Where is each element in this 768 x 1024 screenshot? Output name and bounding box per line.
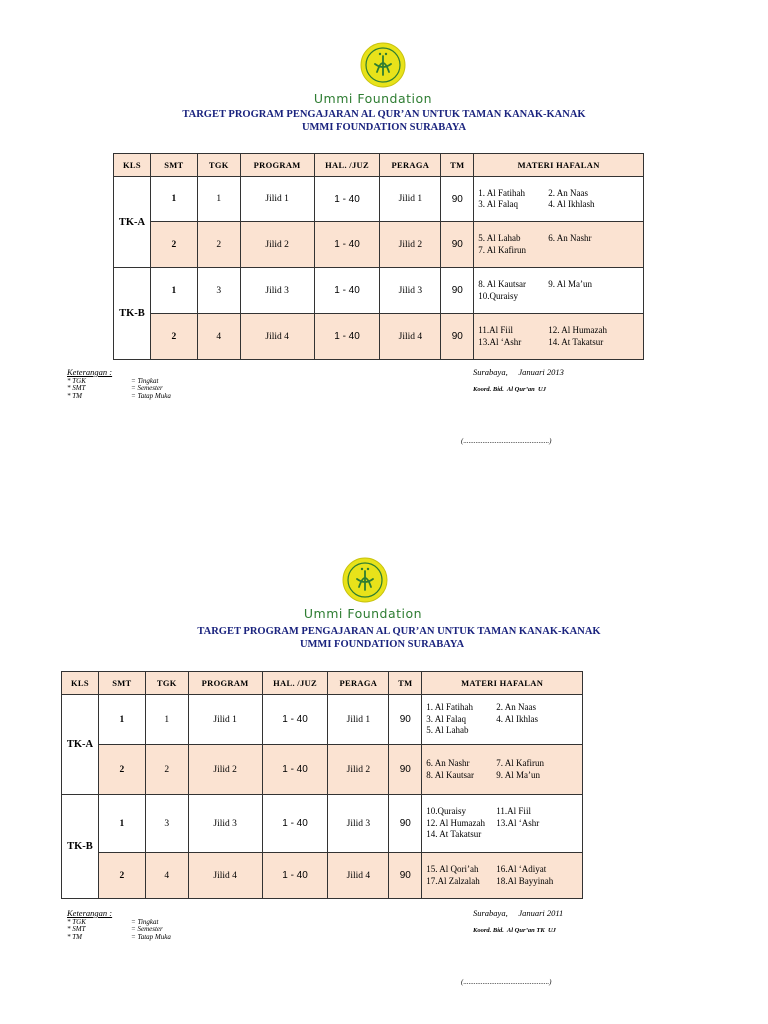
tgk-cell: 3 <box>197 268 240 314</box>
table-row <box>114 222 644 268</box>
surah-item: 6. An Nashr <box>548 233 592 243</box>
tgk-cell: 4 <box>145 853 188 899</box>
materi-line <box>478 279 643 291</box>
materi-hafalan-cell <box>474 268 644 314</box>
table-row <box>114 314 644 360</box>
table-row <box>114 268 644 314</box>
peraga-cell: Jilid 1 <box>380 177 441 222</box>
program-cell: Jilid 1 <box>188 695 262 745</box>
peraga-cell: Jilid 4 <box>380 314 441 360</box>
materi-hafalan-cell <box>422 695 583 745</box>
table-row <box>114 177 644 222</box>
header-smt: SMT <box>150 154 197 177</box>
keterangan <box>67 910 171 941</box>
surah-item: 10.Quraisy <box>426 806 467 817</box>
materi-hafalan-cell <box>422 795 583 853</box>
header-materi-hafalan: MATERI HAFALAN <box>422 672 583 695</box>
tgk-cell: 1 <box>197 177 240 222</box>
tgk-cell: 2 <box>145 745 188 795</box>
header-tgk: TGK <box>197 154 240 177</box>
surah-item: 14. At Takatsur <box>426 829 482 840</box>
smt-cell: 2 <box>150 314 197 360</box>
smt-cell: 2 <box>150 222 197 268</box>
hal-juz-cell: 1 - 40 <box>262 853 328 899</box>
program-cell: Jilid 3 <box>188 795 262 853</box>
target-table <box>61 671 583 899</box>
surah-item: 2. An Naas <box>496 702 537 713</box>
surah-item: 13.Al ‘Ashr <box>478 336 522 347</box>
materi-line <box>426 702 582 714</box>
koordinator-label: Koord. Bid. Al Qur’an UJ <box>473 386 546 393</box>
title-line-2: UMMI FOUNDATION SURABAYA <box>301 122 467 133</box>
surah-item: 10.Quraisy <box>478 290 519 301</box>
header-kls: KLS <box>114 154 151 177</box>
hal-juz-cell: 1 - 40 <box>314 177 380 222</box>
ummi-logo-icon <box>342 557 388 603</box>
surah-item: 6. An Nashr <box>426 758 470 768</box>
surah-item: 8. Al Kautsar <box>478 279 527 289</box>
program-cell: Jilid 1 <box>240 177 314 222</box>
materi-line <box>478 291 643 303</box>
materi-line <box>426 770 582 782</box>
materi-line <box>478 245 643 257</box>
hal-juz-cell: 1 - 40 <box>314 314 380 360</box>
tm-cell: 90 <box>389 795 422 853</box>
program-cell: Jilid 4 <box>240 314 314 360</box>
surah-item: 5. Al Lahab <box>478 233 521 243</box>
peraga-cell: Jilid 4 <box>328 853 389 899</box>
kls-cell: TK-A <box>114 177 151 268</box>
surah-item: 1. Al Fatihah <box>478 187 526 198</box>
materi-line <box>426 829 582 841</box>
table-header-row <box>62 672 583 695</box>
peraga-cell: Jilid 1 <box>328 695 389 745</box>
header-kls: KLS <box>62 672 99 695</box>
place-date: Surabaya, Januari 2011 <box>473 908 564 918</box>
tm-cell: 90 <box>441 222 474 268</box>
keterangan-item: * SMT = Semester <box>67 384 163 392</box>
materi-line <box>426 758 582 770</box>
header-tm: TM <box>389 672 422 695</box>
keterangan-item: * TGK = Tingkat <box>67 376 159 385</box>
target-table <box>113 153 644 360</box>
program-cell: Jilid 4 <box>188 853 262 899</box>
materi-line <box>426 864 582 876</box>
header-smt: SMT <box>98 672 145 695</box>
title-line-2: UMMI FOUNDATION SURABAYA <box>299 639 465 650</box>
materi-line <box>478 325 643 337</box>
surah-item: 2. An Naas <box>548 187 589 198</box>
hal-juz-cell: 1 - 40 <box>262 745 328 795</box>
header-peraga: PERAGA <box>328 672 389 695</box>
peraga-cell: Jilid 2 <box>380 222 441 268</box>
header-hal-juz: HAL. /JUZ <box>314 154 380 177</box>
table-row <box>62 795 583 853</box>
header-materi-hafalan: MATERI HAFALAN <box>474 154 644 177</box>
surah-item: 8. Al Kautsar <box>426 769 475 780</box>
header-tgk: TGK <box>145 672 188 695</box>
hal-juz-cell: 1 - 40 <box>314 222 380 268</box>
smt-cell: 1 <box>98 795 145 853</box>
smt-cell: 2 <box>98 745 145 795</box>
header-tm: TM <box>441 154 474 177</box>
table-row <box>62 853 583 899</box>
surah-item: 17.Al Zalzalah <box>426 875 480 886</box>
foundation-name: Ummi Foundation <box>313 91 433 106</box>
tm-cell: 90 <box>389 853 422 899</box>
surah-item: 3. Al Falaq <box>478 199 519 209</box>
keterangan-item: * TGK = Tingkat <box>67 917 159 926</box>
keterangan <box>67 369 171 400</box>
materi-hafalan-cell <box>474 177 644 222</box>
surah-item: 11.Al Fiil <box>478 325 513 335</box>
surah-item: 18.Al Bayyinah <box>496 875 554 886</box>
peraga-cell: Jilid 3 <box>328 795 389 853</box>
materi-hafalan-cell <box>474 222 644 268</box>
surah-item: 9. Al Ma’un <box>496 769 541 780</box>
table-row <box>62 695 583 745</box>
kls-cell: TK-B <box>62 795 99 899</box>
keterangan-item: * SMT = Semester <box>67 925 163 933</box>
surah-item: 13.Al ‘Ashr <box>496 817 540 828</box>
surah-item: 5. Al Lahab <box>426 725 469 736</box>
materi-line <box>478 233 643 245</box>
tm-cell: 90 <box>441 268 474 314</box>
hal-juz-cell: 1 - 40 <box>262 695 328 745</box>
program-cell: Jilid 3 <box>240 268 314 314</box>
title-line-1: TARGET PROGRAM PENGAJARAN AL QUR’AN UNTUK TAMAN KANAK-KANAK <box>182 109 586 120</box>
surah-item: 3. Al Falaq <box>426 713 467 724</box>
keterangan-heading: Keterangan : <box>67 367 113 377</box>
smt-cell: 1 <box>150 177 197 222</box>
table-row <box>62 745 583 795</box>
signature-line: (.................................................) <box>461 978 552 986</box>
materi-line <box>426 806 582 818</box>
peraga-cell: Jilid 3 <box>380 268 441 314</box>
tm-cell: 90 <box>389 695 422 745</box>
header-peraga: PERAGA <box>380 154 441 177</box>
program-cell: Jilid 2 <box>240 222 314 268</box>
tgk-cell: 2 <box>197 222 240 268</box>
materi-hafalan-cell <box>474 314 644 360</box>
header-program: PROGRAM <box>188 672 262 695</box>
materi-line <box>478 188 643 200</box>
kls-cell: TK-A <box>62 695 99 795</box>
smt-cell: 1 <box>98 695 145 745</box>
title-line-1: TARGET PROGRAM PENGAJARAN AL QUR’AN UNTUK TAMAN KANAK-KANAK <box>197 626 601 637</box>
table-header-row <box>114 154 644 177</box>
hal-juz-cell: 1 - 40 <box>262 795 328 853</box>
surah-item: 9. Al Ma’un <box>548 279 593 289</box>
materi-line <box>426 818 582 830</box>
peraga-cell: Jilid 2 <box>328 745 389 795</box>
tgk-cell: 4 <box>197 314 240 360</box>
signature-line: (.................................................) <box>461 437 552 445</box>
surah-item: 4. Al Ikhlash <box>548 199 595 209</box>
keterangan-item: * TM = Tatap Muka <box>67 391 171 400</box>
koordinator-label: Koord. Bid. Al Qur’an TK UJ <box>473 927 556 934</box>
hal-juz-cell: 1 - 40 <box>314 268 380 314</box>
surah-item: 12. Al Humazah <box>426 817 486 828</box>
materi-line <box>478 199 643 211</box>
tm-cell: 90 <box>441 314 474 360</box>
materi-line <box>426 725 582 737</box>
keterangan-item: * TM = Tatap Muka <box>67 932 171 941</box>
surah-item: 4. Al Ikhlas <box>496 713 539 724</box>
surah-item: 7. Al Kafirun <box>478 244 527 255</box>
foundation-name: Ummi Foundation <box>303 606 423 621</box>
surah-item: 16.Al ‘Adiyat <box>496 864 547 874</box>
smt-cell: 1 <box>150 268 197 314</box>
materi-hafalan-cell <box>422 745 583 795</box>
tm-cell: 90 <box>389 745 422 795</box>
materi-hafalan-cell <box>422 853 583 899</box>
smt-cell: 2 <box>98 853 145 899</box>
keterangan-heading: Keterangan : <box>67 908 113 918</box>
surah-item: 7. Al Kafirun <box>496 758 545 768</box>
surah-item: 14. At Takatsur <box>548 336 604 347</box>
place-date: Surabaya, Januari 2013 <box>473 367 564 377</box>
tgk-cell: 1 <box>145 695 188 745</box>
tgk-cell: 3 <box>145 795 188 853</box>
header-hal-juz: HAL. /JUZ <box>262 672 328 695</box>
ummi-logo-icon <box>360 42 406 88</box>
surah-item: 15. Al Qori’ah <box>426 864 479 874</box>
surah-item: 11.Al Fiil <box>496 806 531 817</box>
surah-item: 12. Al Humazah <box>548 325 608 335</box>
materi-line <box>426 876 582 888</box>
materi-line <box>478 337 643 349</box>
header-program: PROGRAM <box>240 154 314 177</box>
tm-cell: 90 <box>441 177 474 222</box>
program-cell: Jilid 2 <box>188 745 262 795</box>
surah-item: 1. Al Fatihah <box>426 702 474 713</box>
materi-line <box>426 714 582 726</box>
kls-cell: TK-B <box>114 268 151 360</box>
